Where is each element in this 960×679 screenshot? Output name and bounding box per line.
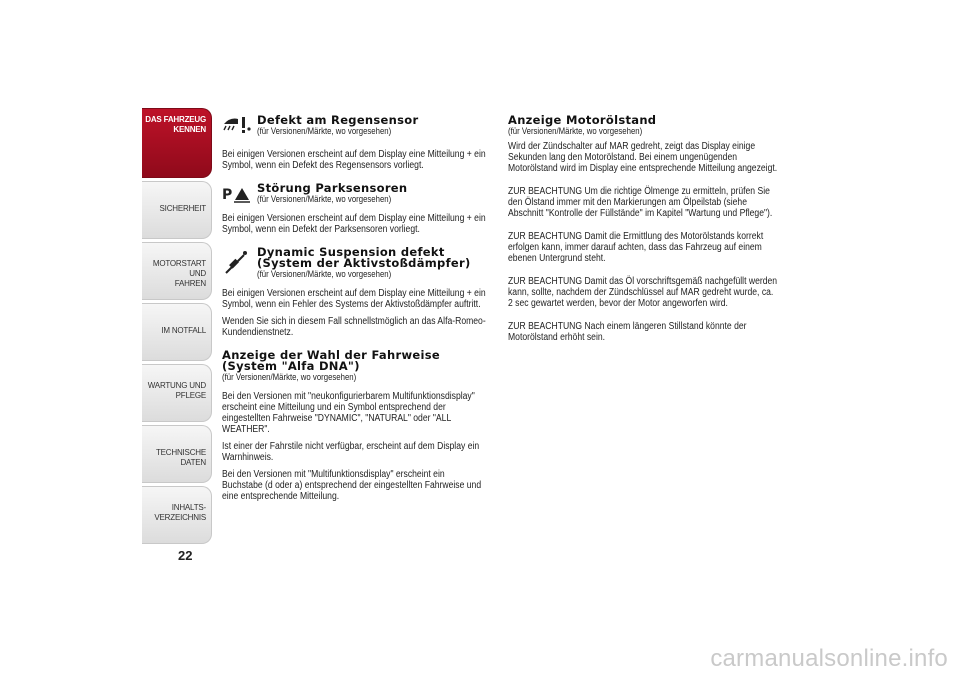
paragraph: ZUR BEACHTUNG Nach einem längeren Stillstand könnte der Motorölstand erhöht sein. [508, 321, 747, 343]
tab-label: IM NOTFALL [161, 326, 206, 335]
tab-wartung-und-pflege[interactable] [142, 364, 212, 422]
tab-label: SICHERHEIT [159, 204, 206, 213]
section-title: Störung Parksensoren [257, 181, 408, 195]
tab-label: TECHNISCHE DATEN [155, 448, 206, 467]
section-title: Defekt am Regensensor [257, 113, 419, 127]
tab-das-fahrzeug-kennen[interactable] [142, 108, 212, 178]
section-dynamic-suspension [222, 247, 487, 338]
section-subtitle: (für Versionen/Märkte, wo vorgesehen) [508, 126, 643, 137]
paragraph: Wird der Zündschalter auf MAR gedreht, zeigt das Display einige Sekunden lang den Motorölstand. Bei einem ungenügenden Motorölstand wird im Display eine entsprechende Mitteilung angezeigt. [508, 141, 778, 174]
section-title: Anzeige der Wahl der Fahrweise [222, 348, 440, 362]
tab-label: INHALTS- VERZEICHNIS [154, 503, 206, 522]
section-body: Bei einigen Versionen erscheint auf dem Display eine Mitteilung + ein Symbol, wenn ein Defekt der Parksensoren vorliegt. [222, 213, 486, 235]
tab-label: MOTORSTART UND FAHREN [152, 259, 206, 288]
tab-label: DAS FAHRZEUG KENNEN [145, 115, 206, 134]
tab-motorstart-und-fahren[interactable] [142, 242, 212, 300]
section-subtitle: (für Versionen/Märkte, wo vorgesehen) [257, 269, 392, 280]
watermark-text: carmanualsonline.info [710, 645, 948, 672]
tab-sicherheit[interactable] [142, 181, 212, 239]
tab-technische-daten[interactable] [142, 425, 212, 483]
paragraph: ZUR BEACHTUNG Um die richtige Ölmenge zu ermitteln, prüfen Sie den Ölstand immer mit den Markierungen am Ölpeilstab (siehe Abschnitt "Kontrolle der Füllstände" im Kapitel "Wartung und Pflege"). [508, 186, 773, 219]
tab-im-notfall[interactable] [142, 303, 212, 361]
park-sensor-icon [222, 185, 252, 208]
left-column [222, 115, 487, 502]
section-subtitle: (für Versionen/Märkte, wo vorgesehen) [257, 194, 392, 205]
section-title: Dynamic Suspension defekt [257, 245, 445, 259]
chapter-sidebar [142, 108, 212, 547]
paragraph: ZUR BEACHTUNG Damit das Öl vorschriftsgemäß nachgefüllt werden kann, sollte, nachdem der Zündschlüssel auf MAR gedreht wurde, ca. 2 sec gewartet werden, bevor der Motor angeworfen wird. [508, 276, 778, 309]
section-subtitle: (für Versionen/Märkte, wo vorgesehen) [222, 372, 357, 383]
section-title-line2: (System der Aktivstoßdämpfer) [257, 256, 471, 270]
section-regensensor [222, 115, 487, 171]
section-fahrweise [222, 350, 487, 502]
tab-label: WARTUNG UND PFLEGE [147, 381, 206, 400]
section-body: Bei einigen Versionen erscheint auf dem Display eine Mitteilung + ein Symbol, wenn ein Fehler des Systems der Aktivstoßdämpfer auftritt. [222, 288, 486, 310]
page-number: 22 [178, 548, 193, 563]
right-column [508, 115, 778, 343]
section-body: Ist einer der Fahrstile nicht verfügbar, erscheint auf dem Display ein Warnhinweis. [222, 441, 480, 463]
section-body: Wenden Sie sich in diesem Fall schnellstmöglich an das Alfa-Romeo-Kundendienstnetz. [222, 316, 486, 338]
section-body: Bei den Versionen mit "neukonfigurierbarem Multifunktionsdisplay" erscheint eine Mitteilung und ein Symbol entsprechend der eingestellten Fahrweise "DYNAMIC", "NATURAL" oder "ALL WEATHER". [222, 391, 475, 435]
shock-absorber-icon [222, 249, 250, 282]
section-parksensoren [222, 183, 487, 235]
section-body: Bei einigen Versionen erscheint auf dem Display eine Mitteilung + ein Symbol, wenn ein Defekt des Regensensors vorliegt. [222, 149, 486, 171]
section-title: Anzeige Motorölstand [508, 113, 657, 127]
rain-sensor-warning-icon [222, 115, 254, 142]
section-motoroelstand [508, 115, 778, 343]
svg-text:P: P [222, 187, 233, 203]
section-title-line2: (System "Alfa DNA") [222, 359, 360, 373]
tab-inhaltsverzeichnis[interactable] [142, 486, 212, 544]
section-body: Bei den Versionen mit "Multifunktionsdisplay" erscheint ein Buchstabe (d oder a) entsprechend der eingestellten Fahrweise und eine entsprechende Mitteilung. [222, 469, 482, 502]
paragraph: ZUR BEACHTUNG Damit die Ermittlung des Motorölstands korrekt erfolgen kann, immer darauf achten, dass das Fahrzeug auf einem ebenen Untergrund steht. [508, 231, 764, 264]
section-subtitle: (für Versionen/Märkte, wo vorgesehen) [257, 126, 392, 137]
